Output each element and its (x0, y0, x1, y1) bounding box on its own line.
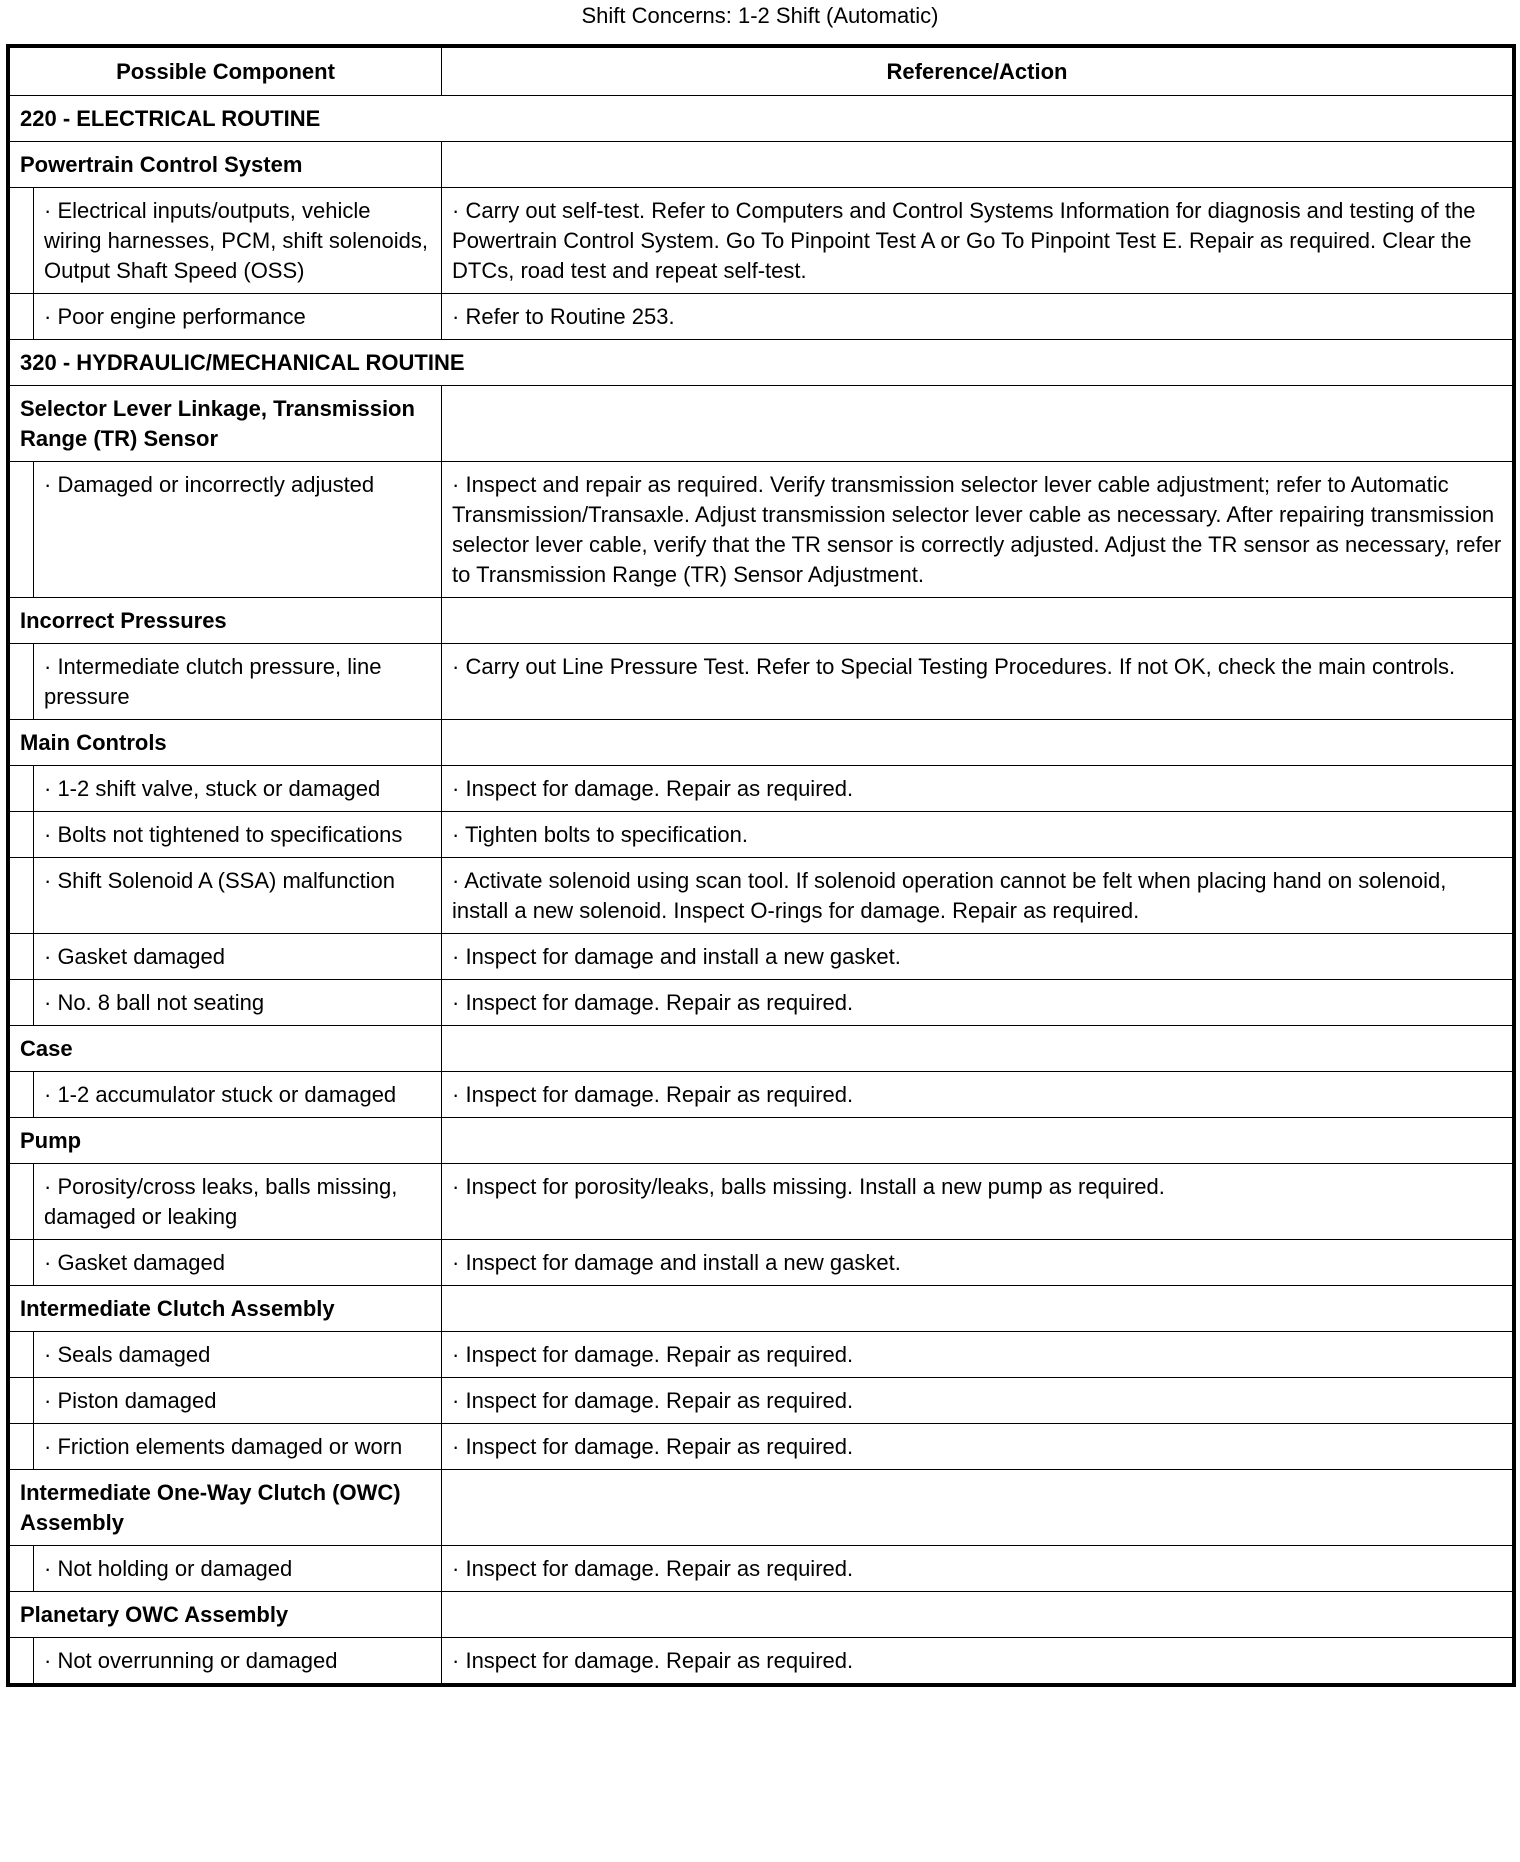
group-action-empty (442, 386, 1513, 462)
indent-cell (10, 462, 34, 598)
component-cell: · Gasket damaged (34, 934, 442, 980)
group-row (10, 1592, 1513, 1638)
group-row (10, 1470, 1513, 1546)
action-cell: · Inspect for damage. Repair as required. (442, 1378, 1513, 1424)
component-cell: · Gasket damaged (34, 1240, 442, 1286)
action-cell: · Inspect for damage. Repair as required. (442, 1424, 1513, 1470)
component-cell: · 1-2 shift valve, stuck or damaged (34, 766, 442, 812)
action-cell: · Inspect for damage. Repair as required. (442, 766, 1513, 812)
action-cell: · Inspect for damage. Repair as required. (442, 1332, 1513, 1378)
component-cell: · 1-2 accumulator stuck or damaged (34, 1072, 442, 1118)
indent-cell (10, 1072, 34, 1118)
table-row (10, 462, 1513, 598)
action-cell: · Inspect for damage. Repair as required. (442, 1638, 1513, 1684)
component-cell: · Intermediate clutch pressure, line pressure (34, 644, 442, 720)
group-title: Powertrain Control System (10, 142, 442, 188)
page-title: Shift Concerns: 1-2 Shift (Automatic) (581, 3, 939, 28)
component-cell: · Not holding or damaged (34, 1546, 442, 1592)
indent-cell (10, 1332, 34, 1378)
indent-cell (10, 1240, 34, 1286)
indent-cell (10, 1424, 34, 1470)
indent-cell (10, 644, 34, 720)
group-title: Intermediate One-Way Clutch (OWC) Assembly (10, 1470, 442, 1546)
component-cell: · Piston damaged (34, 1378, 442, 1424)
table-row (10, 1424, 1513, 1470)
table-row (10, 766, 1513, 812)
component-cell: · No. 8 ball not seating (34, 980, 442, 1026)
group-action-empty (442, 1118, 1513, 1164)
component-cell: · Electrical inputs/outputs, vehicle wiring harnesses, PCM, shift solenoids, Output Shaft Speed (OSS) (34, 188, 442, 294)
group-row (10, 720, 1513, 766)
table-row (10, 1240, 1513, 1286)
indent-cell (10, 188, 34, 294)
group-action-empty (442, 720, 1513, 766)
table-body (10, 96, 1513, 1684)
indent-cell (10, 1546, 34, 1592)
indent-cell (10, 812, 34, 858)
action-cell: · Inspect for damage. Repair as required. (442, 980, 1513, 1026)
group-title: Incorrect Pressures (10, 598, 442, 644)
section-row (10, 96, 1513, 142)
table-row (10, 1332, 1513, 1378)
table-row (10, 1638, 1513, 1684)
indent-cell (10, 294, 34, 340)
table-row (10, 812, 1513, 858)
component-cell: · Porosity/cross leaks, balls missing, damaged or leaking (34, 1164, 442, 1240)
group-action-empty (442, 1286, 1513, 1332)
group-action-empty (442, 1026, 1513, 1072)
indent-cell (10, 934, 34, 980)
component-cell: · Friction elements damaged or worn (34, 1424, 442, 1470)
table-row (10, 644, 1513, 720)
indent-cell (10, 1164, 34, 1240)
header-possible-component: Possible Component (10, 48, 442, 96)
indent-cell (10, 980, 34, 1026)
table-row (10, 980, 1513, 1026)
action-cell: · Refer to Routine 253. (442, 294, 1513, 340)
indent-cell (10, 1378, 34, 1424)
group-row (10, 1286, 1513, 1332)
group-title: Case (10, 1026, 442, 1072)
group-action-empty (442, 1470, 1513, 1546)
action-cell: · Inspect for damage. Repair as required. (442, 1546, 1513, 1592)
table-row (10, 294, 1513, 340)
group-action-empty (442, 598, 1513, 644)
component-cell: · Not overrunning or damaged (34, 1638, 442, 1684)
table-header-row (10, 48, 1513, 96)
group-title: Intermediate Clutch Assembly (10, 1286, 442, 1332)
table-row (10, 1072, 1513, 1118)
action-cell: · Inspect for damage and install a new gasket. (442, 1240, 1513, 1286)
shift-concerns-table (6, 44, 1516, 1687)
table-row (10, 934, 1513, 980)
action-cell: · Carry out self-test. Refer to Computers and Control Systems Information for diagnosis and testing of the Powertrain Control System. Go To Pinpoint Test A or Go To Pinpoint Test E. Repair as required. Clear the DTCs, road test and repeat self-test. (442, 188, 1513, 294)
group-row (10, 142, 1513, 188)
action-cell: · Activate solenoid using scan tool. If solenoid operation cannot be felt when placing hand on solenoid, install a new solenoid. Inspect O-rings for damage. Repair as required. (442, 858, 1513, 934)
action-cell: · Inspect and repair as required. Verify transmission selector lever cable adjustment; refer to Automatic Transmission/Transaxle. Adjust transmission selector lever cable as necessary. After repairing transmission selector lever cable, verify that the TR sensor is correctly adjusted. Adjust the TR sensor as necessary, refer to Transmission Range (TR) Sensor Adjustment. (442, 462, 1513, 598)
action-cell: · Inspect for damage and install a new gasket. (442, 934, 1513, 980)
table-row (10, 1378, 1513, 1424)
table-row (10, 858, 1513, 934)
section-title: 320 - HYDRAULIC/MECHANICAL ROUTINE (10, 340, 1513, 386)
group-title: Pump (10, 1118, 442, 1164)
section-row (10, 340, 1513, 386)
action-cell: · Inspect for porosity/leaks, balls missing. Install a new pump as required. (442, 1164, 1513, 1240)
group-row (10, 1118, 1513, 1164)
component-cell: · Shift Solenoid A (SSA) malfunction (34, 858, 442, 934)
indent-cell (10, 766, 34, 812)
group-action-empty (442, 142, 1513, 188)
table-row (10, 188, 1513, 294)
indent-cell (10, 858, 34, 934)
header-reference-action: Reference/Action (442, 48, 1513, 96)
group-title: Main Controls (10, 720, 442, 766)
group-row (10, 1026, 1513, 1072)
table-row (10, 1546, 1513, 1592)
group-title: Planetary OWC Assembly (10, 1592, 442, 1638)
section-title: 220 - ELECTRICAL ROUTINE (10, 96, 1513, 142)
component-cell: · Poor engine performance (34, 294, 442, 340)
indent-cell (10, 1638, 34, 1684)
group-row (10, 598, 1513, 644)
action-cell: · Inspect for damage. Repair as required. (442, 1072, 1513, 1118)
group-row (10, 386, 1513, 462)
group-title: Selector Lever Linkage, Transmission Range (TR) Sensor (10, 386, 442, 462)
component-cell: · Seals damaged (34, 1332, 442, 1378)
action-cell: · Tighten bolts to specification. (442, 812, 1513, 858)
table-row (10, 1164, 1513, 1240)
action-cell: · Carry out Line Pressure Test. Refer to Special Testing Procedures. If not OK, check the main controls. (442, 644, 1513, 720)
component-cell: · Damaged or incorrectly adjusted (34, 462, 442, 598)
component-cell: · Bolts not tightened to specifications (34, 812, 442, 858)
group-action-empty (442, 1592, 1513, 1638)
